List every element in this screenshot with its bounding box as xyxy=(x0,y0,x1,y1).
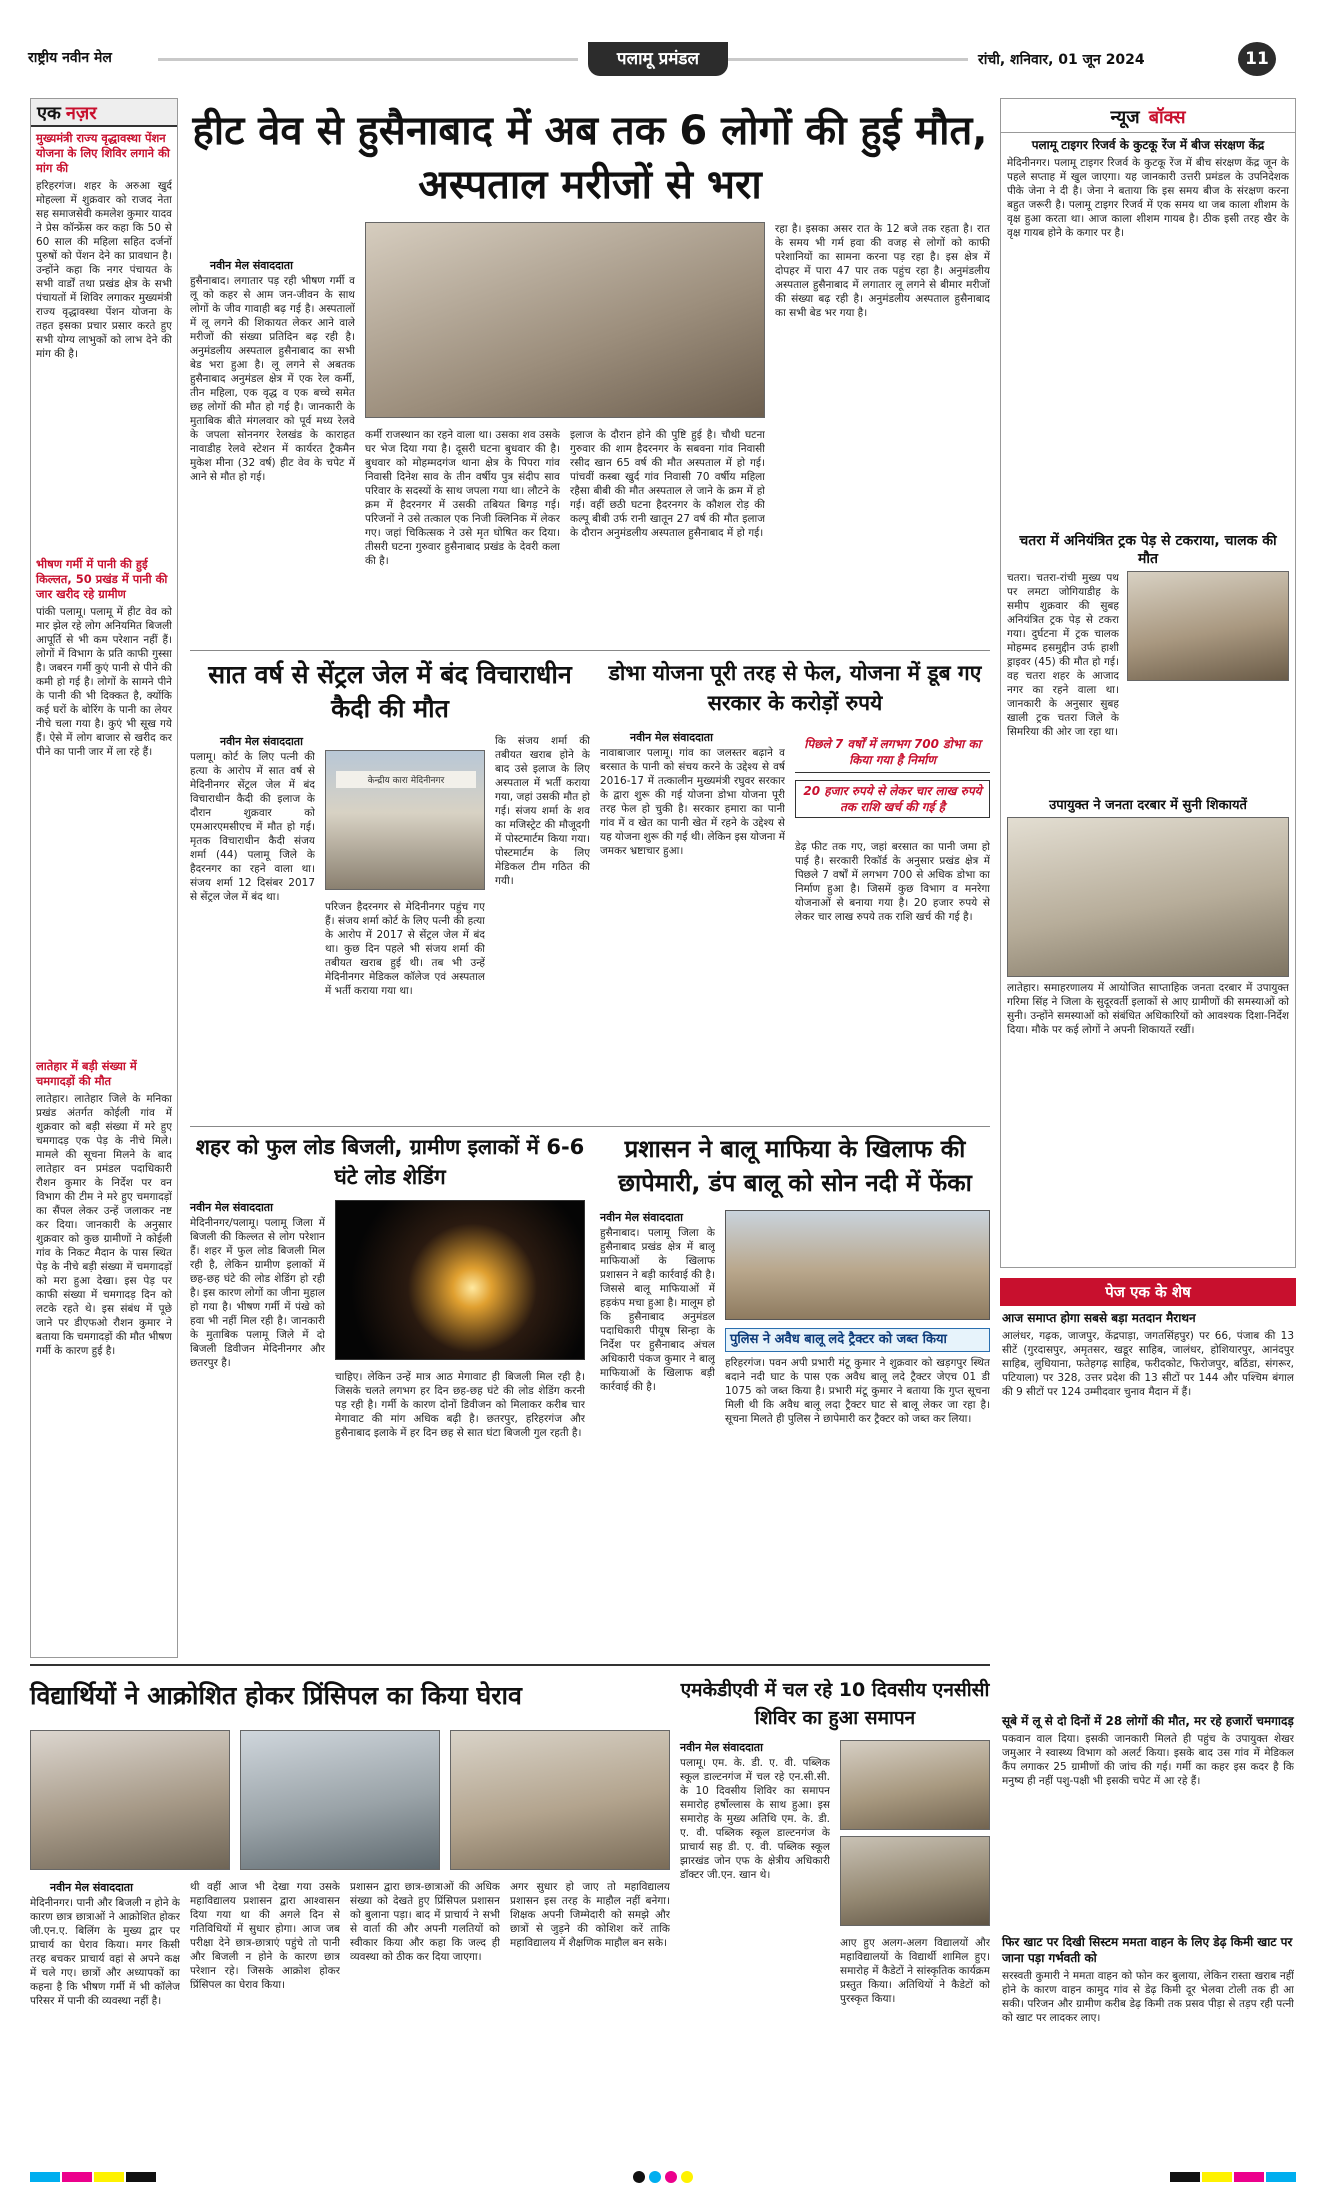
dobha-story xyxy=(600,730,990,1119)
reg-dot-4 xyxy=(681,2171,693,2183)
jail-col-2: परिजन हैदरनगर से मेदिनीनगर पहुंच गए हैं। संजय शर्मा कोर्ट के लिए पत्नी की हत्या के आरोप में 2017 से सेंट्रल जेल में बंद था। कुछ दिन पहले भी संजय शर्मा की तबीयत खराब हुई थी। तब भी उन्हें मेदिनीनगर मेडिकल कॉलेज एवं अस्पताल में भर्ती कराया गया था। xyxy=(325,901,485,997)
dobha-headline: डोभा योजना पूरी तरह से फेल, योजना में डूब गए सरकार के करोड़ों रुपये xyxy=(608,661,982,715)
swatch-magenta-2 xyxy=(1234,2172,1264,2182)
reg-dot-2 xyxy=(649,2171,661,2183)
ek-nazar-column xyxy=(30,98,178,1658)
students-story xyxy=(30,1730,670,2140)
ek-nazar-head-3: लातेहार में बड़ी संख्या में चमगादड़ों की मौत xyxy=(36,1059,137,1088)
ncc-photo-1 xyxy=(840,1740,990,1830)
news-box-head-3: उपायुक्त ने जनता दरबार में सुनी शिकायतें xyxy=(1049,798,1247,813)
jail-photo-caption: केन्द्रीय कारा मेदिनीनगर xyxy=(336,771,476,788)
jail-col-3: कि संजय शर्मा की तबीयत खराब होने के बाद उसे इलाज के लिए अस्पताल में भर्ती कराया गया, जहां उसकी मौत हो गई। संजय शर्मा के शव का मजिस्ट्रेट की मौजूदगी में पोस्टमार्टम किया गया। पोस्टमार्टम के लिए मेडिकल टीम गठित की गयी। xyxy=(495,735,590,887)
ek-nazar-text-2: पांकी पलामू। पलामू में हीट वेव को मार झेल रहे लोग अनियमित बिजली आपूर्ति से भी कम परेशान नहीं हैं। लोगों में विभाग के प्रति काफी गुस्सा है। जबरन गर्मी कुएं पानी से पीने की कमी हो गई है। लोगों के सामने पीने के पानी की भी दिक्कत है, क्योंकि कई घरों के बोरिंग के पानी का लेयर नीचे चला गया है। कुएं भी सूख गये हैं। ऐसे में लोग बाजार से खरीद कर पीने का पानी जार में ला रहे हैं। xyxy=(36,606,172,758)
page-one-head-2: सूबे में लू से दो दिनों में 28 लोगों की मौत, मर रहे हजारों चमगादड़ xyxy=(1002,1714,1294,1728)
page-one-text-2: पकवान वाल दिया। इसकी जानकारी मिलते ही पहुंच के उपायुक्त शेखर जमुआर ने स्वास्थ्य विभाग को अलर्ट किया। इसके बाद उस गांव में मेडिकल कैंप लगाकर 25 ग्रामीणों की जांच की गई। गर्मी का कहर इस कदर है कि मनुष्य ही नहीं पशु-पक्षी भी इसकी चपेट में आ रहे हैं। xyxy=(1002,1733,1294,1787)
news-box-text-3: लातेहार। समाहरणालय में आयोजित साप्ताहिक जनता दरबार में उपायुक्त गरिमा सिंह ने जिला के सुदूरवर्ती इलाकों से आए ग्रामीणों की समस्याओं को सुनी। उन्होंने समस्याओं को संबंधित अधिकारियों को आवश्यक दिशा-निर्देश दिया। मौके पर कई लोगों ने अपनी शिकायतें रखीं। xyxy=(1007,982,1289,1036)
lead-story xyxy=(190,222,990,642)
swatch-black xyxy=(126,2172,156,2182)
sand-headline: प्रशासन ने बालू माफिया के खिलाफ की छापेमारी, डंप बालू को सोन नदी में फेंका xyxy=(618,1135,972,1197)
masthead-left-rule xyxy=(158,58,578,61)
page-number: 11 xyxy=(1238,42,1276,76)
lead-col-1: हुसैनाबाद। लगातार पड़ रही भीषण गर्मी व लू को कहर से आम जन-जीवन के साथ लोगों के जीव गावाही बढ़ गई है। अस्पतालों में लू लगने की शिकायत लेकर आने वाले मरीजों की संख्या प्रतिदिन बढ़ रही है। अनुमंडलीय अस्पताल हुसैनाबाद का सभी बेड भरा हुआ है। लू लगने से अबतक हुसैनाबाद अनुमंडल क्षेत्र में एक रेल कर्मी, तीन महिला, एक वृद्ध व एक बच्चे समेत छह लोगों की मौत हो गई है। जानकारी के मुताबिक बीते मंगलवार को पूर्व मध्य रेलवे के जपला सोननगर रेलखंड के काराहत नावाडीह रेलवे स्टेशन में कार्यरत ट्रैकमैन मुकेश मीना (32 वर्ष) हीट वेव के चपेट में आने से मौत हो गई। xyxy=(190,275,355,483)
power-col-2: चाहिए। लेकिन उन्हें मात्र आठ मेगावाट ही बिजली मिल रही है। जिसके चलते लगभग हर दिन छह-छह घंटे की लोड शेडिंग करनी पड़ रही है। गर्मी के कारण दोनों डिवीजन को मिलाकर करीब चार मेगावाट की मांग अधिक बढ़ी है। छतरपुर, हरिहरगंज और हुसैनाबाद इलाके में हर दिन छह से सात घंटा बिजली गुल रहती है। xyxy=(335,1371,585,1439)
students-byline: नवीन मेल संवाददाता xyxy=(50,1881,133,1894)
bulb-photo xyxy=(335,1200,585,1360)
sand-caption: पुलिस ने अवैध बालू लदे ट्रैक्टर को जब्त किया xyxy=(725,1328,990,1352)
ncc-col-2: आए हुए अलग-अलग विद्यालयों और महाविद्यालयों के विद्यार्थी शामिल हुए। समारोह में कैडेटों ने सांस्कृतिक कार्यक्रम प्रस्तुत किया। अतिथियों ने कैडेटों को पुरस्कृत किया। xyxy=(840,1937,990,2005)
page-one-label: पेज एक के शेष xyxy=(1000,1278,1296,1306)
students-col-1: मेदिनीनगर। पानी और बिजली न होने के कारण छात्र छात्राओं ने आक्रोशित होकर जी.एन.ए. बिलिंग के मुख्य द्वार पर प्राचार्य का घेराव किया। मगर किसी तरह बचकर प्राचार्य वहां से अपने कक्ष में चले गए। छात्रों और अध्यापकों का कहना है कि भीषण गर्मी में भी कॉलेज परिसर में पानी की व्यवस्था नहीं है। xyxy=(30,1897,180,2007)
ncc-byline: नवीन मेल संवाददाता xyxy=(680,1741,763,1754)
jail-byline: नवीन मेल संवाददाता xyxy=(220,735,303,748)
swatch-yellow-2 xyxy=(1202,2172,1232,2182)
ncc-headline: एमकेडीएवी में चल रहे 10 दिवसीय एनसीसी शिविर का हुआ समापन xyxy=(680,1679,990,1729)
jail-story xyxy=(190,734,590,1119)
sand-sub-text: हरिहरगंज। पवन अपी प्रभारी मंटू कुमार ने शुक्रवार को खड़गपुर स्थित बदाने नदी घाट के पास एक अवैध बालू लदे ट्रैक्टर जेएच 01 डी 1075 को जब्त किया है। प्रभारी मंटू कुमार ने बताया कि गुप्त सूचना मिली थी कि अवैध बालू लदा ट्रैक्टर घाट से बालू लेकर जा रहा है। सूचना मिलते ही पुलिस ने छापेमारी कर ट्रैक्टर को जब्त कर लिया। xyxy=(725,1357,990,1425)
swatch-cyan xyxy=(30,2172,60,2182)
power-col-1: मेदिनीनगर/पलामू। पलामू जिला में बिजली की किल्लत से लोग परेशान हैं। शहर में फुल लोड बिजली मिल रही है, लेकिन ग्रामीण इलाकों में छह-छह घंटे की लोड शेडिंग हो रही है। इस कारण लोगों का जीना मुहाल हो गया है। भीषण गर्मी में पंखे को हवा भी नहीं मिल रही है। जानकारी के मुताबिक पलामू जिले में दो बिजली डिवीजन मेदिनीनगर और छतरपुर है। xyxy=(190,1217,325,1369)
divider-1 xyxy=(190,650,990,651)
sand-story xyxy=(600,1210,990,1620)
section-tab: पलामू प्रमंडल xyxy=(588,42,728,76)
hospital-photo xyxy=(365,222,765,418)
ncc-photo-2 xyxy=(840,1836,990,1926)
sand-photo xyxy=(725,1210,990,1320)
sand-byline: नवीन मेल संवाददाता xyxy=(600,1211,683,1224)
truck-photo xyxy=(1127,571,1289,681)
reg-dot-3 xyxy=(665,2171,677,2183)
swatch-black-2 xyxy=(1170,2172,1200,2182)
dobha-pullquote-1: पिछले 7 वर्षों में लगभग 700 डोभा का किया गया है निर्माण xyxy=(795,736,990,773)
news-box-head-2: चतरा में अनियंत्रित ट्रक पेड़ से टकराया, चालक की मौत xyxy=(1019,533,1277,567)
masthead xyxy=(28,40,1298,82)
ek-nazar-text-3: लातेहार। लातेहार जिले के मनिका प्रखंड अंतर्गत कोईली गांव में शुक्रवार को बड़ी संख्या में मरे हुए चमगादड़ एक पेड़ के नीचे मिले। मामले की सूचना मिलने के बाद लातेहार वन प्रमंडल पदाधिकारी रौशन कुमार के निर्देश पर वन विभाग की टीम ने मरे हुए चमगादड़ों का सैंपल लेकर उन्हें जलाकर नष्ट कर दिया। जानकारी के अनुसार शुक्रवार को कुछ ग्रामीणों ने कोईली गांव के निकट मैदान के पास स्थित पेड़ के नीचे बड़ी संख्या में चमगादड़ों को मरा हुआ देखा। इस पेड़ पर काफी संख्या में चमगादड़ दिन को लटके रहते थे। इस संबंध में पूछे जाने पर डीएफओ रौशन कुमार ने बताया कि चमगादड़ों की मौत भीषण गर्मी के कारण हुई है। xyxy=(36,1093,172,1357)
news-box-text-1: मेदिनीनगर। पलामू टाइगर रिजर्व के कुटकू रेंज में बीच संरक्षण केंद्र जून के पहले सप्ताह में खुल जाएगा। यह जानकारी उत्तरी प्रमंडल के उपनिदेशक पीके जेना ने दी है। जेना ने बताया कि इस समय बीज के संरक्षण करना बहुत जरूरी है। पलामू टाइगर रिजर्व में एक समय था जब काला शीशम के वृक्ष हुआ करता था। आज काला शीशम गायब है। ठीक इसी तरह खैर के वृक्ष गायब होने के कगार पर है। xyxy=(1007,157,1289,239)
power-headline: शहर को फुल लोड बिजली, ग्रामीण इलाकों में 6-6 घंटे लोड शेडिंग xyxy=(195,1135,585,1189)
jail-col-1: पलामू। कोर्ट के लिए पत्नी की हत्या के आरोप में सात वर्ष से मेदिनीनगर सेंट्रल जेल में बंद विचाराधीन कैदी की इलाज के दौरान शुक्रवार को एमआरएमसीएच में मौत हो गई। मृतक विचाराधीन कैदी संजय शर्मा (44) पलामू जिले के हैदरनगर का रहने वाला था। संजय शर्मा 12 दिसंबर 2017 से सेंट्रल जेल में बंद था। xyxy=(190,751,315,903)
lead-col-3: इलाज के दौरान होने की पुष्टि हुई है। चौथी घटना गुरुवार की शाम हैदरनगर के सबवना गांव निवासी रसीद खान 65 वर्ष की मौत अस्पताल में हो गई। पांचवीं कस्बा खुर्द गांव निवासी 70 वर्षीय महिला रहैसा बीबी की मौत अस्पताल ले जाने के क्रम में हो गई। वहीं छठी घटना हैदरनगर के कौशल रोड़ की कल्पू बीबी उर्फ रानी खातून 27 वर्ष की मौत इलाज के दौरान अनुमंडलीय अस्पताल हुसैनाबाद में हो गई। xyxy=(570,429,765,539)
students-photo-2 xyxy=(240,1730,440,1870)
paper-name: राष्ट्रीय नवीन मेल xyxy=(28,50,112,66)
swatch-yellow xyxy=(94,2172,124,2182)
masthead-right-rule xyxy=(728,58,968,61)
students-col-2: थी वहीं आज भी देखा गया उसके महाविद्यालय प्रशासन द्वारा आश्वासन दिया गया था की अगले दिन से गतिविधियों में सुधार होगा। आज जब परीक्षा देने छात्र-छात्राएं पहुंचे तो पानी और बिजली न होने के कारण छात्र परेशान रहे। जिसके आक्रोश होकर प्रिंसिपल का घेराव किया। xyxy=(190,1881,340,1991)
lead-byline: नवीन मेल संवाददाता xyxy=(210,259,293,272)
lead-col-2: कर्मी राजस्थान का रहने वाला था। उसका शव उसके घर भेज दिया गया है। दूसरी घटना बुधवार की है। बुधवार को मोहम्मदगंज थाना क्षेत्र के पिपरा गांव निवासी दिनेश साव के तीन वर्षीय पुत्र संदीप साव परिवार के सदस्यों के साथ जपला गया था। लौटने के क्रम में हैदरनगर में उसकी तबियत बिगड़ गई। परिजनों ने उसे तत्काल एक निजी क्लिनिक में लेकर गए। जहां चिकित्सक ने उसे मृत घोषित कर दिया। तीसरी घटना गुरुवार हुसैनाबाद प्रखंड के देवरी कला की है। xyxy=(365,429,560,567)
swatch-magenta xyxy=(62,2172,92,2182)
divider-3 xyxy=(30,1664,990,1666)
dobha-col-2: डेढ़ फीट तक गए, जहां बरसात का पानी जमा हो पाई है। सरकारी रिकॉर्ड के अनुसार प्रखंड क्षेत्र में पिछले 7 वर्षों में लगभग 700 से अधिक डोभा का निर्माण हुआ है। जिसमें कुछ विभाग व मनरेगा योजनाओं से बनाया गया है। 20 हजार रुपये से लेकर चार लाख रुपये तक राशि खर्च की गई है। xyxy=(795,841,990,923)
lead-col-4: रहा है। इसका असर रात के 12 बजे तक रहता है। रात के समय भी गर्म हवा की वजह से लोगों को काफी परेशानियों का सामना करना पड़ रहा है। इस क्षेत्र में दोपहर में पारा 47 पार तक पहुंच रहा है। अनुमंडलीय अस्पताल हुसैनाबाद में लगातार लू लगने से बीमार मरीजों की संख्या बढ़ रही है। अनुमंडलीय अस्पताल हुसैनाबाद का सभी बेड भर गया है। xyxy=(775,223,990,319)
ek-nazar-text-1: हरिहरगंज। शहर के अरुआ खुर्द मोहल्ला में शुक्रवार को राजद नेता सह समाजसेवी कमलेश कुमार यादव ने प्रेस कॉन्फ्रेंस कर कहा कि 50 से 60 साल की महिला सहित दर्जनों पुरुषों को पेंशन देने का प्रावधान है। उन्होंने कहा कि नगर पंचायत के सभी वार्डों तथा प्रखंड क्षेत्र के सभी पंचायतों में शिविर लगाकर मुख्यमंत्री राज्य वृद्धावस्था पेंशन योजना के तहत इसका प्रचार प्रसार करते हुए सभी योग्य लाभुकों को लाभ देने की मांग की है। xyxy=(36,180,172,360)
sand-col-1: हुसैनाबाद। पलामू जिला के हुसैनाबाद प्रखंड क्षेत्र में बालू माफियाओं के खिलाफ प्रशासन ने बड़ी कार्रवाई की है। जिससे बालू माफियाओं में हड़कंप मचा हुआ है। मालूम हो कि हुसैनाबाद अनुमंडल पदाधिकारी पीयूष सिन्हा के निर्देश पर हुसैनाबाद अंचल अधिकारी पंकज कुमार ने बालू माफियाओं के खिलाफ बड़ी कार्रवाई की है। xyxy=(600,1227,715,1393)
dobha-col-1: नावाबाजार पलामू। गांव का जलस्तर बढ़ाने व बरसात के पानी को संचय करने के उद्देश्य से वर्ष 2016-17 में तत्कालीन मुख्यमंत्री रघुवर सरकार के द्वारा शुरू की गई योजना डोभा योजना पूरी तरह फेल हो चुकी है। सरकार हमारा का पानी गांव में व खेत का पानी खेत में रहने के उद्देश्य से यह योजना शुरू की गई थी। लेकिन इस योजना में जमकर भ्रष्टाचार हुआ। xyxy=(600,747,785,857)
dateline: रांची, शनिवार, 01 जून 2024 xyxy=(978,52,1145,68)
lead-headline: हीट वेव से हुसैनाबाद में अब तक 6 लोगों की हुई मौत, अस्पताल मरीजों से भरा xyxy=(192,108,988,208)
janta-darbar-photo xyxy=(1007,817,1289,977)
ek-nazar-label: एक नज़र xyxy=(31,99,177,127)
students-photo-3 xyxy=(450,1730,670,1870)
news-box-text-2: चतरा। चतरा-रांची मुख्य पथ पर लमटा जोगियाडीह के समीप शुक्रवार की सुबह अनियंत्रित ट्रक पेड़ से टकरा गया। दुर्घटना में ट्रक चालक मोहम्मद हसमुद्दीन उर्फ हाशी ड्राइवर (45) की मौत हो गई। वह चतरा शहर के आजाद नगर का रहने वाला था। जानकारी के अनुसार सुबह खाली ट्रक चतरा जिले के सिमरिया की ओर जा रहा था। xyxy=(1007,572,1119,738)
power-story xyxy=(190,1200,590,1620)
dobha-pullquote-2: 20 हजार रुपये से लेकर चार लाख रुपये तक राशि खर्च की गई है xyxy=(795,780,990,818)
divider-2 xyxy=(190,1126,990,1127)
jail-photo xyxy=(325,750,485,890)
page-one-head-1: आज समाप्त होगा सबसे बड़ा मतदान मैराथन xyxy=(1002,1311,1196,1325)
swatch-cyan-2 xyxy=(1266,2172,1296,2182)
ek-nazar-head-2: भीषण गर्मी में पानी की हुई किल्लत, 50 प्रखंड में पानी की जार खरीद रहे ग्रामीण xyxy=(36,557,168,601)
jail-headline: सात वर्ष से सेंट्रल जेल में बंद विचाराधीन कैदी की मौत xyxy=(208,660,572,723)
color-registration-bar xyxy=(30,2170,1296,2184)
students-col-3: प्रशासन द्वारा छात्र-छात्राओं की अधिक संख्या को देखते हुए प्रिंसिपल प्रशासन को बुलाना पड़ा। बाद में प्राचार्य ने सभी से वार्ता की और अपनी गलतियों को स्वीकार किया और कहा कि जल्द ही व्यवस्था को ठीक कर दिया जाएगा। xyxy=(350,1881,500,1963)
power-byline: नवीन मेल संवाददाता xyxy=(190,1201,273,1214)
dobha-byline: नवीन मेल संवाददाता xyxy=(630,731,713,744)
news-box xyxy=(1000,98,1296,1268)
news-box-head-1: पलामू टाइगर रिजर्व के कुटकू रेंज में बीज संरक्षण केंद्र xyxy=(1031,138,1265,152)
ncc-story xyxy=(680,1740,990,2140)
students-headline: विद्यार्थियों ने आक्रोशित होकर प्रिंसिपल का किया घेराव xyxy=(30,1681,522,1710)
news-box-label: न्यूज बॉक्स xyxy=(1001,99,1295,133)
students-col-4: अगर सुधार हो जाए तो महाविद्यालय प्रशासन इस तरह के माहौल नहीं बनेगा। शिक्षक अपनी जिम्मेदारी को समझे और छात्रों से जुड़ने की कोशिश करें ताकि महाविद्यालय में शैक्षणिक माहौल बन सके। xyxy=(510,1881,670,1949)
ek-nazar-head-1: मुख्यमंत्री राज्य वृद्धावस्था पेंशन योजना के लिए शिविर लगाने की मांग की xyxy=(36,131,170,175)
reg-dot-1 xyxy=(633,2171,645,2183)
students-photo-1 xyxy=(30,1730,230,1870)
page-one-text-3: सरस्वती कुमारी ने ममता वाहन को फोन कर बुलाया, लेकिन रास्ता खराब नहीं होने के कारण वाहन कामुद गांव से डेढ़ किमी दूर भेलवा टोली तक ही आ सकी। परिजन और ग्रामीण करीब डेढ़ किमी तक प्रसव पीड़ा से तड़प रही पत्नी को खाट पर लादकर लाए। xyxy=(1002,1970,1294,2024)
page-one-continuation xyxy=(1000,1278,1296,2148)
page-one-text-1: आलंधर, गढ़क, जाजपुर, केंद्रपाड़ा, जगतसिंहपुर) पर 66, पंजाब की 13 सीटें (गुरदासपुर, अमृतसर, खडूर साहिब, जालंधर, होशियारपुर, आनंदपुर साहिब, लुधियाना, फतेहगढ़ साहिब, फरीदकोट, फिरोजपुर, बठिंडा, संगरूर, पटियाला) पर 328, उत्तर प्रदेश की 13 सीटों पर 144 और पश्चिम बंगाल की 9 सीटों पर 124 उम्मीदवार चुनाव मैदान में हैं। xyxy=(1002,1330,1294,1398)
page-one-head-3: फिर खाट पर दिखी सिस्टम ममता वाहन के लिए डेढ़ किमी खाट पर जाना पड़ा गर्भवती को xyxy=(1002,1935,1293,1965)
ncc-col-1: पलामू। एम. के. डी. ए. वी. पब्लिक स्कूल डाल्टनगंज में चल रहे एन.सी.सी. के 10 दिवसीय शिविर का समापन समारोह हर्षोल्लास के साथ हुआ। इस समारोह के मुख्य अतिथि एम. के. डी. ए. वी. पब्लिक स्कूल डाल्टनगंज के प्राचार्य सह डी. ए. वी. पब्लिक स्कूल झारखंड जोन एफ के क्षेत्रीय अधिकारी डॉक्टर जी.एन. खान थे। xyxy=(680,1757,830,1881)
